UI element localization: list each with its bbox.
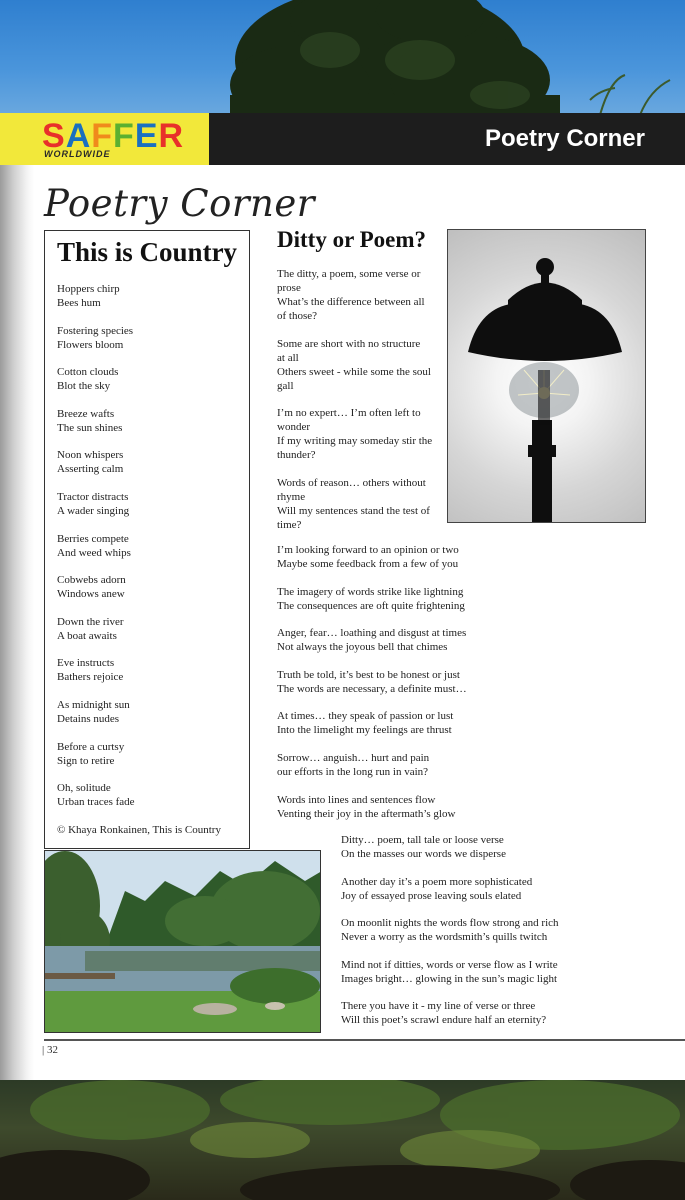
verse-line: Words of reason… others without	[277, 476, 426, 489]
verse-line: Windows anew	[57, 588, 125, 601]
stanza	[57, 490, 249, 518]
logo-letter: F	[113, 117, 135, 155]
stanza	[57, 324, 249, 352]
verse-line: There you have it - my line of verse or three	[341, 1000, 536, 1013]
poem-title: Ditty or Poem?	[277, 227, 427, 252]
stanza	[277, 543, 537, 571]
verse-line: Bees hum	[57, 297, 101, 309]
verse-line: Images bright… glowing in the sun’s magic light	[341, 972, 558, 985]
verse-line: Sorrow… anguish… hurt and pain	[277, 751, 430, 764]
saffer-logo	[0, 113, 209, 165]
logo-letter: E	[134, 117, 159, 155]
verse-line: Truth be told, it’s best to be honest or just	[277, 668, 460, 681]
logo-letter: A	[65, 117, 92, 155]
verse-line: Eve instructs	[57, 657, 115, 670]
poem-title: This is Country	[57, 237, 238, 267]
page-number-value: 32	[46, 1044, 58, 1056]
stanza	[57, 698, 249, 726]
verse-line: If my writing may someday stir the	[277, 435, 433, 448]
stanza	[57, 282, 249, 310]
verse-line: gall	[277, 379, 294, 392]
stanza	[341, 833, 641, 861]
verse-line: Will this poet’s scrawl endure half an eternity?	[341, 1014, 547, 1027]
verse-line: Maybe some feedback from a few of you	[277, 558, 459, 570]
verse-line: at all	[277, 351, 299, 364]
stanza	[57, 448, 249, 476]
tree-silhouette-image	[0, 0, 685, 115]
verse-line: our efforts in the long run in vain?	[277, 765, 429, 778]
verse-line: I’m looking forward to an opinion or two	[277, 544, 459, 556]
stanza	[57, 365, 249, 393]
footer-divider	[44, 1039, 685, 1041]
stanza	[57, 656, 249, 684]
verse-line: Not always the joyous bell that chimes	[277, 641, 448, 654]
verse-line: Noon whispers	[57, 449, 124, 462]
stanza	[57, 740, 249, 768]
stanza	[57, 407, 249, 435]
poem-ditty-part-b	[277, 543, 537, 834]
verse-line: Some are short with no structure	[277, 337, 421, 350]
verse-line: The consequences are oft quite frightening	[277, 599, 465, 612]
stanza	[277, 626, 537, 654]
stanza	[341, 875, 641, 903]
verse-line: Detains nudes	[57, 712, 120, 725]
verse-line: At times… they speak of passion or lust	[277, 710, 454, 723]
stanza	[341, 916, 641, 944]
street-lamp-image	[448, 230, 646, 523]
verse-line: thunder?	[277, 449, 316, 462]
verse-line: Sign to retire	[57, 754, 115, 767]
stanza	[341, 999, 641, 1027]
verse-line: A boat awaits	[57, 629, 117, 642]
verse-line: Before a curtsy	[57, 740, 125, 753]
stanza	[277, 585, 537, 613]
header-title: Poetry Corner	[484, 125, 645, 152]
verse-line: Oh, solitude	[57, 782, 111, 795]
logo-subtitle: WORLDWIDE	[44, 149, 111, 159]
verse-line: of those?	[277, 310, 318, 322]
verse-line: And weed whips	[57, 546, 131, 559]
stanza	[57, 615, 249, 643]
lake-image	[45, 851, 321, 1033]
top-banner-photo	[0, 0, 685, 115]
logo-letter: S	[42, 117, 66, 155]
header-bar	[0, 113, 685, 165]
poem-credit: © Khaya Ronkainen, This is Country	[57, 823, 221, 836]
verse-line: Fostering species	[57, 324, 134, 337]
verse-line: Tractor distracts	[57, 490, 129, 503]
verse-line: Anger, fear… loathing and disgust at times	[277, 627, 467, 640]
stanza	[277, 751, 537, 779]
verse-line: The words are necessary, a definite must…	[277, 682, 467, 695]
verse-line: A wader singing	[57, 504, 130, 517]
verse-line: Venting their joy in the aftermath’s glow	[277, 807, 456, 820]
poem-this-is-country	[44, 230, 250, 849]
verse-line: Flowers bloom	[57, 338, 124, 351]
verse-line: Asserting calm	[57, 463, 124, 476]
logo-letter: R	[158, 117, 185, 155]
verse-line: Into the limelight my feelings are thrust	[277, 724, 452, 737]
verse-line: Others sweet - while some the soul	[277, 365, 431, 378]
verse-line: I’m no expert… I’m often left to	[277, 407, 421, 420]
stanza	[277, 793, 537, 821]
verse-line: On moonlit nights the words flow strong and rich	[341, 917, 559, 930]
stanza	[57, 781, 249, 809]
poem-ditty-part-c	[341, 833, 641, 1041]
verse-line: Hoppers chirp	[57, 283, 120, 295]
verse-line: Cotton clouds	[57, 366, 119, 379]
verse-line: Berries compete	[57, 532, 129, 545]
verse-line: Blot the sky	[57, 380, 111, 393]
verse-line: Urban traces fade	[57, 796, 135, 809]
lake-landscape-photo	[44, 850, 321, 1033]
stanza	[57, 532, 249, 560]
magazine-page	[0, 165, 685, 1080]
verse-line: As midnight sun	[57, 698, 130, 711]
street-lamp-photo	[447, 229, 646, 523]
logo-letter: F	[91, 117, 114, 155]
verse-line: Breeze wafts	[57, 407, 115, 420]
verse-line: Joy of essayed prose leaving souls elated	[341, 889, 522, 902]
verse-line: wonder	[277, 421, 310, 434]
verse-line: Cobwebs adorn	[57, 574, 126, 587]
poem-stanzas	[57, 282, 249, 809]
verse-line: On the masses our words we disperse	[341, 848, 506, 860]
stanza	[341, 958, 641, 986]
verse-line: Bathers rejoice	[57, 671, 124, 684]
verse-line: Never a worry as the wordsmith’s quills twitch	[341, 931, 548, 944]
verse-line: The imagery of words strike like lightning	[277, 585, 464, 598]
page-fold-shadow	[0, 165, 34, 1080]
verse-line: What’s the difference between all	[277, 296, 425, 308]
verse-line: Words into lines and sentences flow	[277, 793, 436, 806]
stanza	[277, 668, 537, 696]
verse-line: Down the river	[57, 615, 124, 628]
stanza	[57, 573, 249, 601]
verse-line: rhyme	[277, 490, 306, 503]
verse-line: The sun shines	[57, 421, 123, 434]
verse-line: Another day it’s a poem more sophisticated	[341, 875, 533, 888]
section-title: Poetry Corner	[44, 182, 315, 225]
verse-line: Ditty… poem, tall tale or loose verse	[341, 834, 504, 846]
verse-line: The ditty, a poem, some verse or	[277, 268, 421, 280]
bottom-banner-photo	[0, 1080, 685, 1200]
verse-line: time?	[277, 518, 302, 531]
stanza	[277, 709, 537, 737]
verse-line: prose	[277, 282, 301, 294]
verse-line: Mind not if ditties, words or verse flow as I write	[341, 958, 558, 971]
verse-line: Will my sentences stand the test of	[277, 504, 430, 517]
forest-image	[0, 1080, 685, 1200]
page-number: | 32	[42, 1044, 58, 1056]
